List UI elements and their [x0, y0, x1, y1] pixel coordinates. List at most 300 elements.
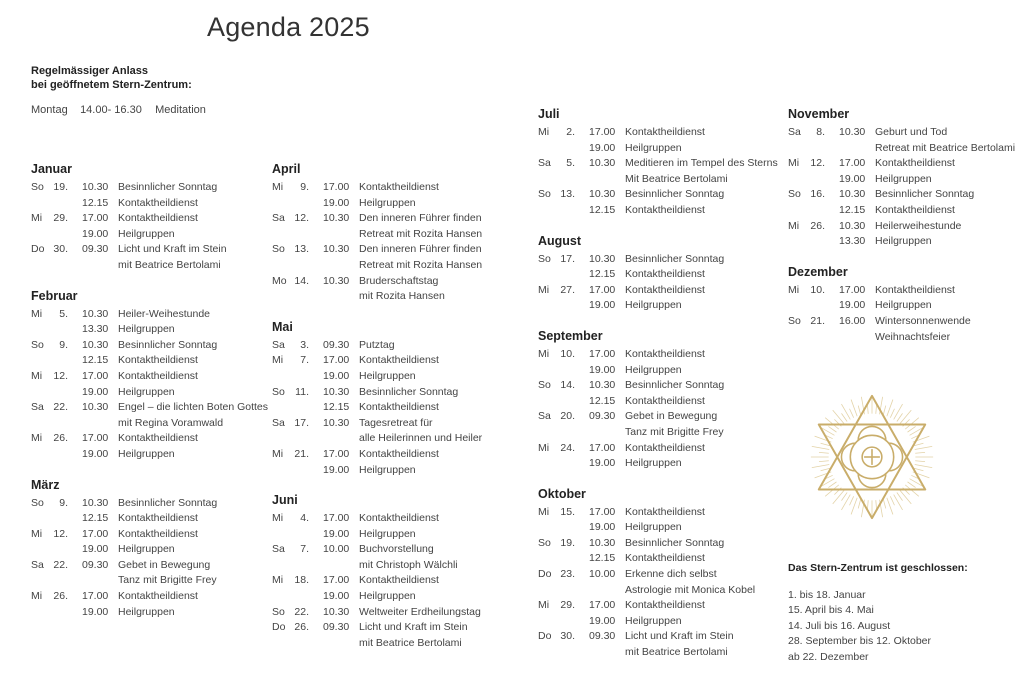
event-time: 19.00	[323, 590, 350, 603]
event-row	[538, 298, 778, 314]
event-row	[538, 536, 778, 552]
event-weekday	[31, 227, 49, 243]
event-description: Kontaktheildienst	[118, 354, 198, 367]
event-description: Erkenne dich selbst	[625, 568, 717, 581]
logo-ray	[825, 485, 839, 496]
event-date: 13.	[560, 188, 575, 201]
month-heading: Oktober	[538, 486, 586, 501]
event-row	[538, 551, 778, 567]
event-description: Besinnlicher Sonntag	[625, 252, 725, 265]
event-date	[806, 234, 827, 250]
event-description: Kontaktheildienst	[118, 512, 198, 525]
event-time: 19.00	[323, 369, 350, 382]
event-time: 10.30	[323, 274, 350, 287]
month-section	[272, 319, 482, 478]
event-description: Tanz mit Brigitte Frey	[118, 574, 217, 587]
event-row	[538, 203, 778, 219]
regular-event-desc: Meditation	[155, 104, 206, 116]
event-description: Kontaktheildienst	[625, 268, 705, 281]
event-date	[556, 551, 577, 567]
event-time: 13.30	[82, 323, 109, 336]
event-weekday: Sa	[272, 338, 285, 351]
month-heading: August	[538, 233, 582, 248]
event-date: 10.	[810, 283, 825, 296]
event-description: Kontaktheildienst	[625, 552, 705, 565]
event-description: Besinnlicher Sonntag	[625, 379, 725, 392]
event-description: Geburt und Tod	[875, 126, 948, 138]
event-time: 19.00	[82, 605, 109, 618]
event-description: Astrologie mit Monica Kobel	[625, 583, 756, 596]
event-description: Besinnlicher Sonntag	[875, 188, 975, 201]
event-time: 19.00	[82, 543, 109, 556]
event-time: 19.00	[589, 363, 616, 376]
event-weekday	[788, 234, 806, 250]
event-date: 9.	[300, 181, 309, 193]
event-row	[538, 645, 778, 661]
event-weekday: Mi	[272, 354, 284, 367]
logo-ray	[819, 461, 829, 462]
event-row	[31, 511, 268, 527]
month-section	[31, 288, 268, 463]
event-weekday	[272, 431, 290, 447]
event-weekday: Mi	[272, 512, 284, 525]
event-date: 17.	[560, 252, 575, 265]
event-date	[556, 520, 577, 536]
event-time: 13.30	[839, 235, 866, 248]
event-time: 19.00	[589, 614, 616, 627]
event-row	[538, 409, 778, 425]
event-description: mit Beatrice Bertolami	[359, 636, 462, 649]
event-description: Meditieren im Tempel des Sterns	[625, 157, 778, 170]
logo-ray	[883, 499, 886, 509]
agenda-column-1	[31, 161, 268, 634]
event-row	[272, 211, 482, 227]
event-description: Kontaktheildienst	[118, 196, 198, 209]
closed-period-item: 15. April bis 4. Mai	[788, 604, 874, 617]
event-time: 10.30	[589, 536, 616, 549]
event-weekday: So	[272, 605, 285, 618]
event-weekday	[272, 558, 290, 574]
event-weekday: Mi	[31, 369, 43, 382]
event-weekday: So	[272, 243, 285, 256]
event-weekday: So	[272, 385, 285, 398]
event-weekday	[272, 289, 290, 305]
event-weekday: Mi	[31, 590, 43, 603]
event-weekday	[538, 172, 556, 188]
event-description: mit Regina Voramwald	[118, 416, 224, 429]
logo-ray	[894, 404, 903, 419]
event-time	[577, 425, 625, 441]
event-date	[806, 141, 827, 157]
event-row	[31, 196, 268, 212]
event-description: Heilgruppen	[625, 457, 682, 470]
event-weekday	[538, 456, 556, 472]
event-time	[70, 258, 118, 274]
event-date: 4.	[300, 512, 309, 525]
event-row	[272, 447, 482, 463]
regular-event-subheading: bei geöffnetem Stern-Zentrum:	[31, 79, 192, 91]
event-description: Heilgruppen	[359, 590, 416, 603]
event-row	[31, 227, 268, 243]
event-weekday: Mi	[31, 307, 43, 320]
event-weekday	[538, 298, 556, 314]
event-row	[788, 125, 1015, 141]
event-weekday	[538, 551, 556, 567]
event-description: Licht und Kraft im Stein	[118, 243, 227, 256]
event-date	[556, 267, 577, 283]
event-row	[272, 431, 482, 447]
event-description: Heilgruppen	[118, 543, 175, 556]
event-date: 18.	[294, 574, 309, 587]
event-time: 17.00	[839, 283, 866, 296]
event-description: Heilgruppen	[625, 614, 682, 627]
event-time: 10.30	[839, 126, 866, 138]
event-weekday	[31, 511, 49, 527]
month-section	[788, 106, 1015, 250]
event-row	[538, 172, 778, 188]
event-description: Heilgruppen	[875, 299, 932, 312]
event-description: Heiler-Weihestunde	[118, 307, 211, 320]
event-weekday	[272, 369, 290, 385]
logo-ray	[905, 485, 919, 496]
event-row	[31, 542, 268, 558]
event-time: 10.30	[323, 605, 350, 618]
event-time	[577, 583, 625, 599]
event-row	[272, 511, 482, 527]
event-description: Mit Beatrice Bertolami	[625, 172, 728, 185]
event-time: 09.30	[589, 410, 616, 423]
event-description: Heilgruppen	[118, 323, 175, 336]
event-date: 22.	[53, 401, 68, 414]
event-date	[290, 227, 311, 243]
event-time: 10.30	[839, 188, 866, 201]
event-description: Kontaktheildienst	[118, 432, 198, 445]
event-description: Buchvorstellung	[359, 543, 434, 556]
event-weekday: Mi	[31, 212, 43, 225]
event-date	[556, 172, 577, 188]
event-time: 12.15	[82, 512, 109, 525]
event-weekday	[788, 141, 806, 157]
event-date: 10.	[560, 347, 575, 360]
event-row	[538, 583, 778, 599]
event-row	[31, 307, 268, 323]
event-row	[31, 589, 268, 605]
agenda-column-4	[788, 106, 1015, 359]
event-row	[538, 456, 778, 472]
event-row	[272, 558, 482, 574]
event-date	[556, 141, 577, 157]
event-time: 10.30	[323, 212, 350, 225]
event-weekday	[538, 203, 556, 219]
event-weekday: So	[788, 314, 801, 327]
logo-ray	[900, 490, 911, 504]
event-row	[788, 187, 1015, 203]
event-description: Kontaktheildienst	[359, 181, 439, 193]
event-time: 17.00	[589, 126, 616, 138]
event-date	[556, 363, 577, 379]
event-row	[31, 322, 268, 338]
event-time	[311, 258, 359, 274]
event-description: Heilgruppen	[625, 299, 682, 312]
event-weekday: Do	[31, 243, 45, 256]
event-date: 7.	[300, 354, 309, 367]
event-row	[538, 252, 778, 268]
event-date: 29.	[53, 212, 68, 225]
event-weekday: Sa	[31, 401, 44, 414]
event-time: 09.30	[323, 338, 350, 351]
event-time: 17.00	[323, 181, 350, 193]
event-time: 19.00	[589, 141, 616, 154]
event-time	[311, 431, 359, 447]
event-row	[272, 400, 482, 416]
event-description: Kontaktheildienst	[625, 347, 705, 360]
event-row	[538, 125, 778, 141]
event-row	[272, 242, 482, 258]
event-description: Heilgruppen	[118, 227, 175, 240]
event-date: 23.	[560, 568, 575, 581]
agenda-column-3	[538, 106, 778, 675]
event-weekday: Do	[538, 630, 552, 643]
event-weekday: So	[31, 181, 44, 193]
event-time: 16.00	[839, 314, 866, 327]
event-description: Heilgruppen	[359, 463, 416, 476]
event-time	[311, 289, 359, 305]
event-date	[49, 447, 70, 463]
event-time: 12.15	[839, 203, 866, 216]
event-row	[272, 274, 482, 290]
event-time: 12.15	[589, 203, 616, 216]
event-row	[272, 227, 482, 243]
logo-ray	[915, 461, 925, 462]
event-description: mit Beatrice Bertolami	[118, 258, 221, 271]
event-row	[31, 369, 268, 385]
event-row	[788, 298, 1015, 314]
event-description: Engel – die lichten Boten Gottes	[118, 401, 269, 414]
closed-period-item: 28. September bis 12. Oktober	[788, 635, 931, 648]
event-time	[70, 416, 118, 432]
event-time: 19.00	[589, 521, 616, 534]
event-row	[31, 573, 268, 589]
event-date: 13.	[294, 243, 309, 256]
event-description: Kontaktheildienst	[118, 590, 198, 603]
event-date: 17.	[294, 416, 309, 429]
event-time: 12.15	[589, 268, 616, 281]
event-weekday	[31, 196, 49, 212]
event-description: Besinnlicher Sonntag	[118, 338, 218, 351]
event-description: Den inneren Führer finden	[359, 212, 482, 225]
event-weekday	[538, 394, 556, 410]
logo-ray	[905, 418, 919, 429]
event-date: 21.	[294, 447, 309, 460]
event-date	[806, 298, 827, 314]
logo-ray	[841, 495, 850, 510]
event-row	[538, 567, 778, 583]
logo-ray	[812, 465, 829, 468]
event-row	[538, 394, 778, 410]
event-date: 12.	[810, 157, 825, 170]
logo-ray	[833, 490, 844, 504]
event-weekday	[31, 258, 49, 274]
event-time: 17.00	[82, 590, 109, 603]
event-weekday: Mi	[272, 447, 284, 460]
event-date	[49, 385, 70, 401]
event-time: 12.15	[82, 196, 109, 209]
event-weekday: Mi	[538, 505, 550, 518]
event-date	[806, 172, 827, 188]
event-row	[31, 180, 268, 196]
logo-ray	[915, 452, 925, 453]
event-description: Kontaktheildienst	[625, 126, 705, 138]
event-date	[556, 456, 577, 472]
event-weekday	[31, 416, 49, 432]
event-description: Putztag	[359, 338, 395, 351]
event-time	[827, 141, 875, 157]
event-date: 3.	[300, 338, 309, 351]
event-weekday: So	[538, 188, 551, 201]
event-time: 17.00	[839, 157, 866, 170]
event-row	[538, 505, 778, 521]
logo-ray	[908, 482, 916, 488]
event-row	[538, 598, 778, 614]
event-date: 11.	[295, 385, 309, 398]
event-description: Licht und Kraft im Stein	[625, 630, 734, 643]
event-row	[272, 289, 482, 305]
event-time: 19.00	[323, 463, 350, 476]
event-row	[538, 363, 778, 379]
event-description: Kontaktheildienst	[118, 212, 198, 225]
event-row	[272, 258, 482, 274]
event-description: Den inneren Führer finden	[359, 243, 482, 256]
event-time	[311, 636, 359, 652]
event-row	[272, 416, 482, 432]
event-description: Gebet in Bewegung	[625, 410, 718, 423]
event-date	[290, 636, 311, 652]
closed-list	[788, 588, 968, 666]
event-description: Besinnlicher Sonntag	[625, 536, 725, 549]
event-weekday: So	[31, 338, 44, 351]
logo-ray	[841, 404, 850, 419]
event-description: Kontaktheildienst	[625, 505, 705, 518]
event-time: 17.00	[82, 212, 109, 225]
event-date: 7.	[300, 543, 309, 556]
event-weekday	[272, 636, 290, 652]
event-time	[827, 330, 875, 346]
month-section	[538, 486, 778, 661]
logo-ray	[858, 406, 861, 416]
event-time: 19.00	[589, 299, 616, 312]
event-weekday: Mi	[538, 347, 550, 360]
event-date: 22.	[53, 558, 68, 571]
event-row	[538, 614, 778, 630]
event-weekday: Do	[272, 621, 286, 634]
event-date: 5.	[566, 157, 575, 170]
event-time: 10.30	[82, 338, 109, 351]
event-row	[272, 196, 482, 212]
event-row	[31, 242, 268, 258]
event-weekday	[788, 330, 806, 346]
event-row	[538, 141, 778, 157]
event-time: 09.30	[589, 630, 616, 643]
event-row	[272, 180, 482, 196]
event-weekday: Mi	[788, 283, 800, 296]
month-section	[538, 328, 778, 472]
event-date	[49, 196, 70, 212]
event-row	[31, 447, 268, 463]
logo-ray	[858, 499, 861, 509]
event-date	[49, 353, 70, 369]
month-heading: Juni	[272, 493, 298, 508]
month-heading: Februar	[31, 288, 78, 303]
event-time: 10.30	[323, 416, 350, 429]
event-date	[49, 605, 70, 621]
event-date	[556, 298, 577, 314]
event-description: Besinnlicher Sonntag	[359, 385, 459, 398]
closed-period-item: 14. Juli bis 16. August	[788, 619, 891, 632]
event-description: Kontaktheildienst	[875, 157, 955, 170]
event-row	[538, 267, 778, 283]
event-row	[31, 400, 268, 416]
event-time: 10.30	[589, 188, 616, 201]
event-weekday	[788, 298, 806, 314]
event-date: 14.	[560, 379, 575, 392]
event-weekday	[272, 258, 290, 274]
regular-event-time: 14.00- 16.30	[80, 104, 142, 116]
regular-event-day: Montag	[31, 104, 68, 116]
event-time: 10.30	[82, 307, 109, 320]
event-description: Kontaktheildienst	[625, 203, 705, 216]
event-description: Besinnlicher Sonntag	[118, 496, 218, 509]
event-date	[49, 542, 70, 558]
event-time: 19.00	[82, 447, 109, 460]
logo-ray	[900, 410, 911, 424]
event-time: 19.00	[839, 172, 866, 185]
logo-ray	[890, 409, 894, 418]
regular-event-block	[31, 64, 206, 116]
event-date	[290, 196, 311, 212]
event-weekday: Mi	[538, 599, 550, 612]
event-weekday: So	[538, 536, 551, 549]
event-time: 17.00	[589, 441, 616, 454]
event-date: 9.	[59, 496, 68, 509]
event-weekday	[538, 141, 556, 157]
event-row	[538, 378, 778, 394]
event-description: Kontaktheildienst	[875, 283, 955, 296]
event-time: 19.00	[323, 196, 350, 209]
event-weekday	[272, 527, 290, 543]
event-weekday	[31, 322, 49, 338]
logo-ray	[890, 496, 894, 505]
event-time: 09.30	[82, 243, 109, 256]
star-center-logo	[803, 388, 941, 526]
event-row	[538, 156, 778, 172]
event-weekday: Sa	[272, 543, 285, 556]
event-row	[272, 636, 482, 652]
event-weekday: So	[31, 496, 44, 509]
event-time: 19.00	[589, 457, 616, 470]
event-description: Kontaktheildienst	[118, 527, 198, 540]
event-row	[31, 605, 268, 621]
event-date	[806, 330, 827, 346]
event-weekday: Sa	[272, 416, 285, 429]
event-weekday	[538, 645, 556, 661]
event-row	[31, 527, 268, 543]
event-date	[556, 203, 577, 219]
event-description: Heilgruppen	[118, 447, 175, 460]
event-date	[806, 203, 827, 219]
event-description: mit Beatrice Bertolami	[625, 646, 728, 659]
event-time: 17.00	[323, 512, 350, 525]
event-date: 22.	[294, 605, 309, 618]
